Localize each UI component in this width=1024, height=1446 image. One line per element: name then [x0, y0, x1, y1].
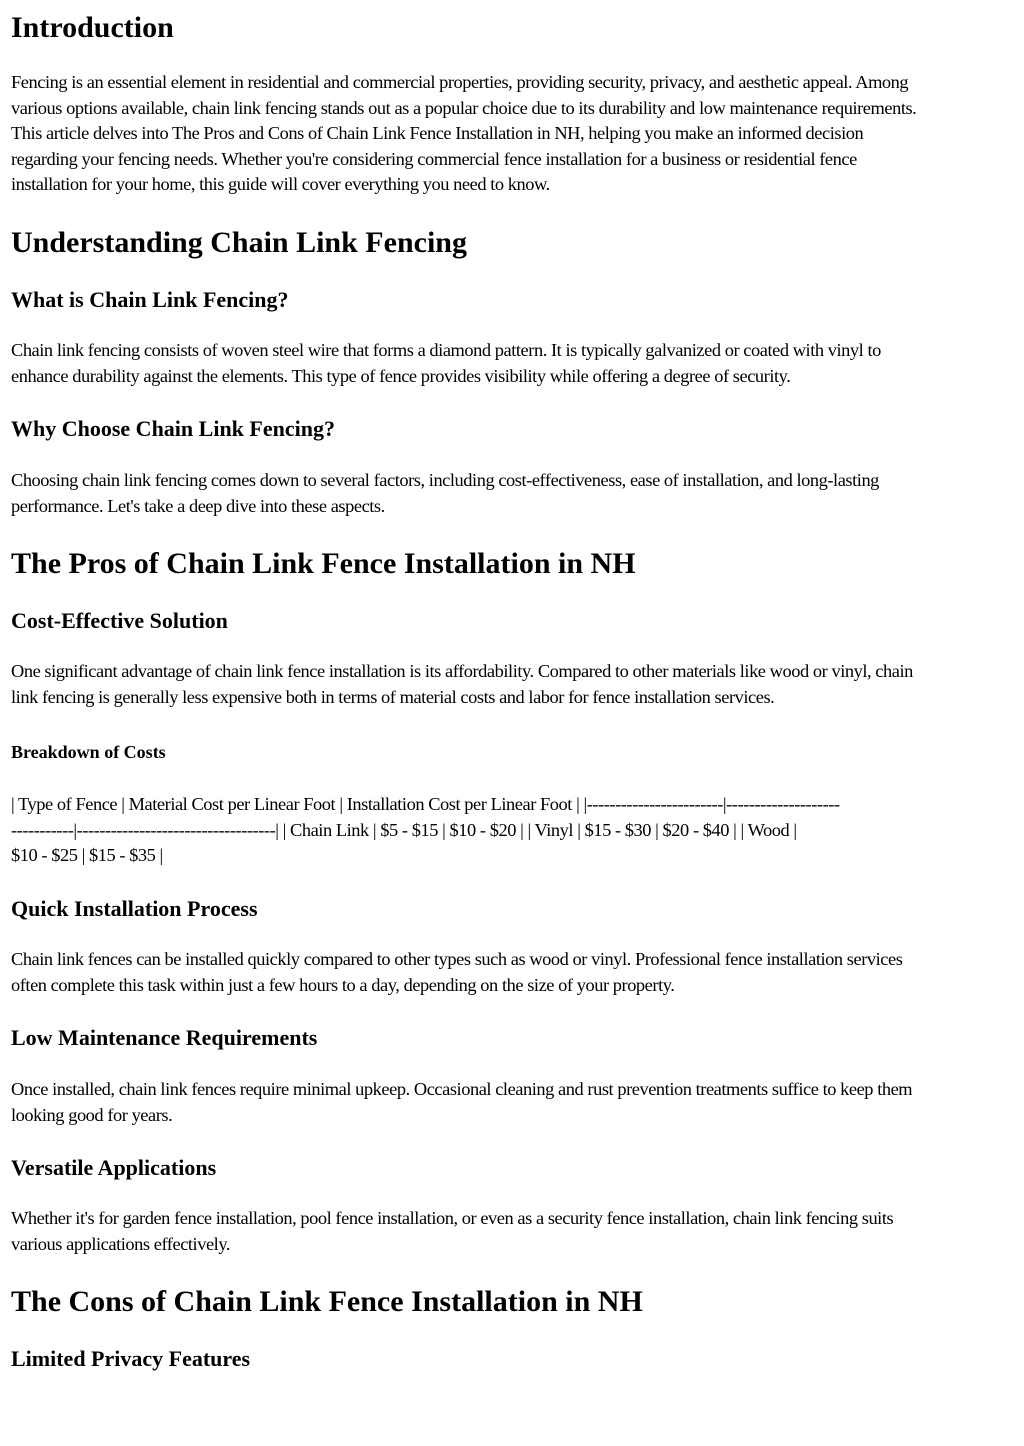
heading-introduction: Introduction	[11, 11, 174, 44]
paragraph-why-choose	[11, 468, 1014, 519]
paragraph-line: installation for your home, this guide will cover everything you need to know.	[11, 174, 550, 195]
heading-why-choose: Why Choose Chain Link Fencing?	[11, 416, 335, 441]
paragraph-line: -----------|-----------------------------------| | Chain Link | $5 - $15 | $10 - $20 | | Vinyl | $15 - $30 | $20 - $40 | | Wood |	[11, 819, 797, 840]
paragraph-line: Chain link fences can be installed quickly compared to other types such as wood or vinyl. Professional fence installation services	[11, 949, 903, 969]
heading-what-is: What is Chain Link Fencing?	[11, 287, 289, 312]
paragraph-line: One significant advantage of chain link fence installation is its affordability. Compared to other materials like wood or vinyl, chain	[11, 661, 913, 681]
heading-low-maintenance: Low Maintenance Requirements	[11, 1025, 318, 1050]
paragraph-line: This article delves into The Pros and Cons of Chain Link Fence Installation in NH, helping you make an informed decision	[11, 123, 864, 144]
paragraph-line: looking good for years.	[11, 1104, 173, 1125]
paragraph-quick-install	[11, 947, 1014, 998]
heading-quick-install: Quick Installation Process	[11, 896, 258, 921]
paragraph-line: performance. Let's take a deep dive into these aspects.	[11, 495, 385, 516]
paragraph-line: Whether it's for garden fence installation, pool fence installation, or even as a security fence installation, chain link fencing suits	[11, 1208, 894, 1228]
paragraph-line: Choosing chain link fencing comes down to several factors, including cost-effectiveness, ease of installation, and long-lasting	[11, 470, 879, 490]
heading-breakdown: Breakdown of Costs	[11, 742, 166, 762]
heading-cost-effective: Cost-Effective Solution	[11, 608, 228, 633]
paragraph-line: various options available, chain link fencing stands out as a popular choice due to its durability and low maintenance requirements.	[11, 97, 917, 118]
paragraph-line: various applications effectively.	[11, 1233, 231, 1254]
paragraph-line: Chain link fencing consists of woven steel wire that forms a diamond pattern. It is typically galvanized or coated with vinyl to	[11, 340, 881, 360]
paragraph-what-is	[11, 338, 1014, 389]
heading-understanding: Understanding Chain Link Fencing	[11, 226, 467, 259]
paragraph-line: $10 - $25 | $15 - $35 |	[11, 845, 163, 866]
heading-cons: The Cons of Chain Link Fence Installation in NH	[11, 1285, 643, 1318]
paragraph-line: regarding your fencing needs. Whether you're considering commercial fence installation for a business or residential fence	[11, 148, 857, 169]
paragraph-introduction	[11, 70, 1014, 198]
paragraph-line: often complete this task within just a few hours to a day, depending on the size of your property.	[11, 974, 675, 995]
paragraph-line: Once installed, chain link fences require minimal upkeep. Occasional cleaning and rust prevention treatments suffice to keep them	[11, 1079, 913, 1099]
paragraph-line: link fencing is generally less expensive both in terms of material costs and labor for fence installation services.	[11, 686, 775, 707]
paragraph-versatile	[11, 1206, 1014, 1257]
paragraph-cost-effective	[11, 659, 1014, 710]
paragraph-line: enhance durability against the elements. This type of fence provides visibility while offering a degree of security.	[11, 365, 791, 386]
paragraph-breakdown	[11, 792, 1014, 869]
paragraph-line: | Type of Fence | Material Cost per Linear Foot | Installation Cost per Linear Foot | |------------------------|--------------------	[11, 794, 840, 814]
paragraph-low-maintenance	[11, 1077, 1014, 1128]
heading-pros: The Pros of Chain Link Fence Installation in NH	[11, 547, 636, 580]
heading-versatile: Versatile Applications	[11, 1155, 217, 1180]
heading-limited-privacy: Limited Privacy Features	[11, 1346, 251, 1371]
paragraph-line: Fencing is an essential element in residential and commercial properties, providing security, privacy, and aesthetic appeal. Among	[11, 72, 909, 92]
